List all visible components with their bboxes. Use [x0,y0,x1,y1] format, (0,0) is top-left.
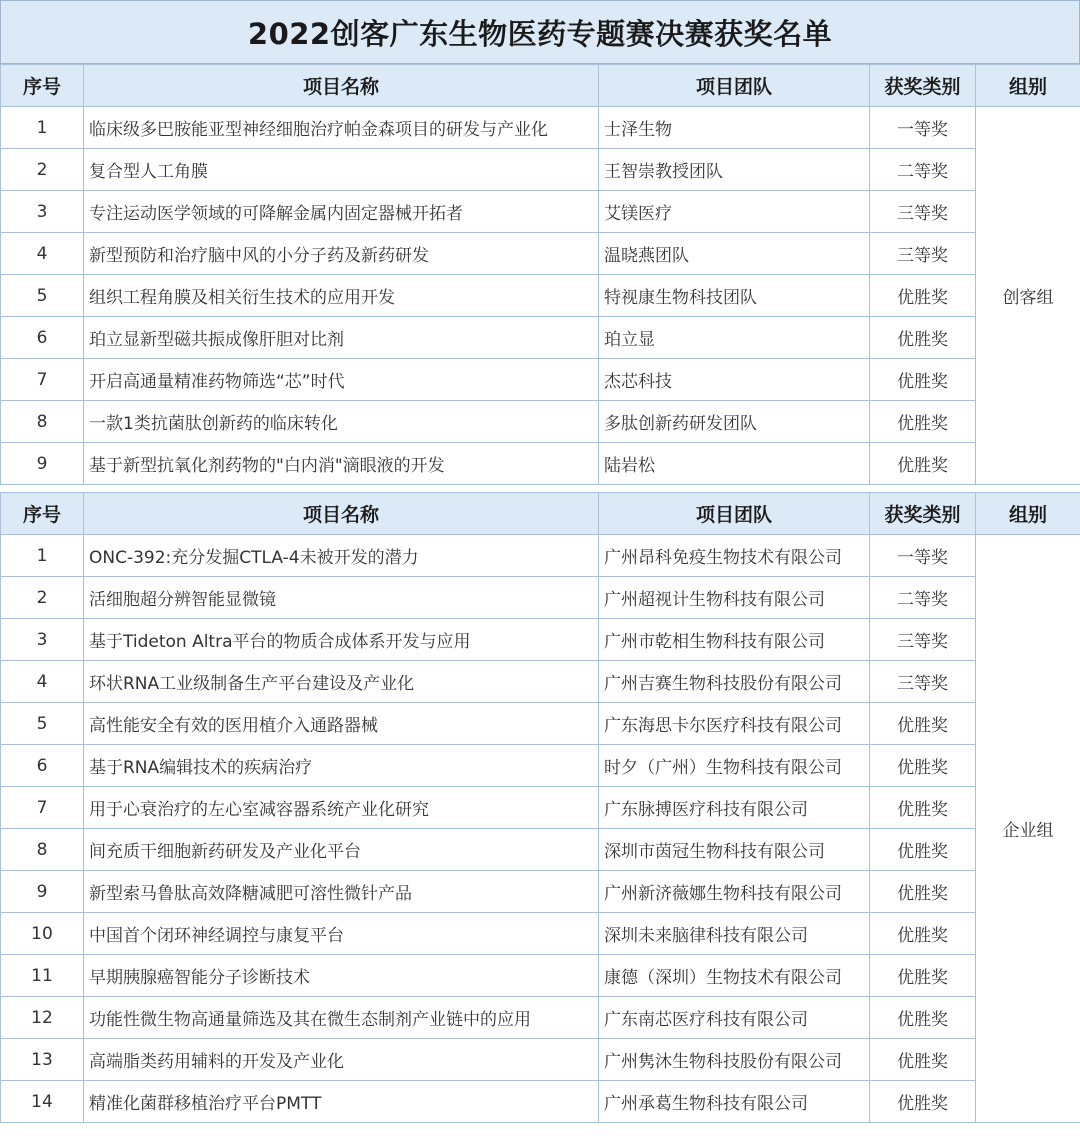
award-category: 优胜奖 [870,317,976,359]
project-name: 用于心衰治疗的左心室减容器系统产业化研究 [84,787,599,829]
team-name: 王智崇教授团队 [599,149,870,191]
enterprise-group-table [0,492,1080,1123]
group-name: 创客组 [976,107,1080,485]
project-name: 珀立显新型磁共振成像肝胆对比剂 [84,317,599,359]
team-name: 广州市乾相生物科技有限公司 [599,619,870,661]
row-number: 2 [1,577,84,619]
team-name: 广东海思卡尔医疗科技有限公司 [599,703,870,745]
team-name: 珀立显 [599,317,870,359]
table-row [1,577,1080,619]
page-title: 2022创客广东生物医药专题赛决赛获奖名单 [0,0,1080,64]
award-category: 优胜奖 [870,443,976,485]
table-row [1,359,1080,401]
award-category: 优胜奖 [870,1039,976,1081]
row-number: 1 [1,535,84,577]
row-number: 7 [1,359,84,401]
row-number: 12 [1,997,84,1039]
project-name: 精准化菌群移植治疗平台PMTT [84,1081,599,1123]
row-number: 8 [1,401,84,443]
row-number: 3 [1,191,84,233]
header-row [1,493,1080,535]
award-category: 优胜奖 [870,1081,976,1123]
row-number: 8 [1,829,84,871]
header-row [1,65,1080,107]
header-project: 项目名称 [84,65,599,107]
team-name: 广州承葛生物科技有限公司 [599,1081,870,1123]
table-row [1,745,1080,787]
group-name: 企业组 [976,535,1080,1123]
table-row [1,1081,1080,1123]
header-group: 组别 [976,493,1080,535]
row-number: 10 [1,913,84,955]
project-name: 专注运动医学领域的可降解金属内固定器械开拓者 [84,191,599,233]
team-name: 特视康生物科技团队 [599,275,870,317]
table-row [1,317,1080,359]
row-number: 6 [1,745,84,787]
project-name: ONC-392:充分发掘CTLA-4未被开发的潜力 [84,535,599,577]
project-name: 活细胞超分辨智能显微镜 [84,577,599,619]
table-row [1,191,1080,233]
table-row [1,107,1080,149]
row-number: 9 [1,871,84,913]
team-name: 艾镁医疗 [599,191,870,233]
team-name: 广东南芯医疗科技有限公司 [599,997,870,1039]
header-no: 序号 [1,65,84,107]
row-number: 6 [1,317,84,359]
project-name: 功能性微生物高通量筛选及其在微生态制剂产业链中的应用 [84,997,599,1039]
row-number: 5 [1,275,84,317]
award-category: 优胜奖 [870,401,976,443]
team-name: 多肽创新药研发团队 [599,401,870,443]
project-name: 环状RNA工业级制备生产平台建设及产业化 [84,661,599,703]
project-name: 高性能安全有效的医用植介入通路器械 [84,703,599,745]
header-group: 组别 [976,65,1080,107]
table-row [1,787,1080,829]
row-number: 13 [1,1039,84,1081]
award-category: 优胜奖 [870,787,976,829]
team-name: 广州隽沐生物科技股份有限公司 [599,1039,870,1081]
project-name: 高端脂类药用辅料的开发及产业化 [84,1039,599,1081]
row-number: 14 [1,1081,84,1123]
award-category: 优胜奖 [870,871,976,913]
team-name: 深圳市茵冠生物科技有限公司 [599,829,870,871]
team-name: 深圳未来脑律科技有限公司 [599,913,870,955]
award-category: 优胜奖 [870,275,976,317]
table-row [1,871,1080,913]
table-row [1,149,1080,191]
award-category: 三等奖 [870,191,976,233]
award-category: 三等奖 [870,661,976,703]
award-category: 二等奖 [870,577,976,619]
maker-group-table [0,64,1080,485]
award-category: 三等奖 [870,619,976,661]
header-no: 序号 [1,493,84,535]
project-name: 组织工程角膜及相关衍生技术的应用开发 [84,275,599,317]
project-name: 中国首个闭环神经调控与康复平台 [84,913,599,955]
header-award: 获奖类别 [870,493,976,535]
award-category: 优胜奖 [870,703,976,745]
header-team: 项目团队 [599,65,870,107]
row-number: 4 [1,661,84,703]
header-team: 项目团队 [599,493,870,535]
project-name: 开启高通量精准药物筛选“芯”时代 [84,359,599,401]
table-row [1,275,1080,317]
award-category: 优胜奖 [870,913,976,955]
project-name: 临床级多巴胺能亚型神经细胞治疗帕金森项目的研发与产业化 [84,107,599,149]
team-name: 陆岩松 [599,443,870,485]
row-number: 11 [1,955,84,997]
project-name: 复合型人工角膜 [84,149,599,191]
team-name: 康德（深圳）生物技术有限公司 [599,955,870,997]
table-row [1,401,1080,443]
team-name: 士泽生物 [599,107,870,149]
project-name: 基于Tideton Altra平台的物质合成体系开发与应用 [84,619,599,661]
table-row [1,955,1080,997]
table-row [1,703,1080,745]
team-name: 广州新济薇娜生物科技有限公司 [599,871,870,913]
table-row [1,535,1080,577]
table-row [1,233,1080,275]
header-project: 项目名称 [84,493,599,535]
award-category: 优胜奖 [870,997,976,1039]
team-name: 广州昂科免疫生物技术有限公司 [599,535,870,577]
table-row [1,443,1080,485]
row-number: 7 [1,787,84,829]
row-number: 9 [1,443,84,485]
award-category: 优胜奖 [870,955,976,997]
row-number: 3 [1,619,84,661]
table-row [1,619,1080,661]
row-number: 2 [1,149,84,191]
row-number: 5 [1,703,84,745]
award-category: 优胜奖 [870,745,976,787]
award-category: 一等奖 [870,107,976,149]
row-number: 4 [1,233,84,275]
award-category: 一等奖 [870,535,976,577]
project-name: 间充质干细胞新药研发及产业化平台 [84,829,599,871]
table-row [1,997,1080,1039]
team-name: 广东脉搏医疗科技有限公司 [599,787,870,829]
award-category: 优胜奖 [870,359,976,401]
table-row [1,913,1080,955]
table-row [1,829,1080,871]
award-category: 二等奖 [870,149,976,191]
table-row [1,661,1080,703]
team-name: 温晓燕团队 [599,233,870,275]
project-name: 新型预防和治疗脑中风的小分子药及新药研发 [84,233,599,275]
row-number: 1 [1,107,84,149]
project-name: 新型索马鲁肽高效降糖减肥可溶性微针产品 [84,871,599,913]
table-row [1,1039,1080,1081]
team-name: 杰芯科技 [599,359,870,401]
project-name: 基于新型抗氧化剂药物的"白内消"滴眼液的开发 [84,443,599,485]
award-category: 三等奖 [870,233,976,275]
header-award: 获奖类别 [870,65,976,107]
team-name: 时夕（广州）生物科技有限公司 [599,745,870,787]
team-name: 广州超视计生物科技有限公司 [599,577,870,619]
team-name: 广州吉赛生物科技股份有限公司 [599,661,870,703]
project-name: 一款1类抗菌肽创新药的临床转化 [84,401,599,443]
project-name: 早期胰腺癌智能分子诊断技术 [84,955,599,997]
project-name: 基于RNA编辑技术的疾病治疗 [84,745,599,787]
award-category: 优胜奖 [870,829,976,871]
